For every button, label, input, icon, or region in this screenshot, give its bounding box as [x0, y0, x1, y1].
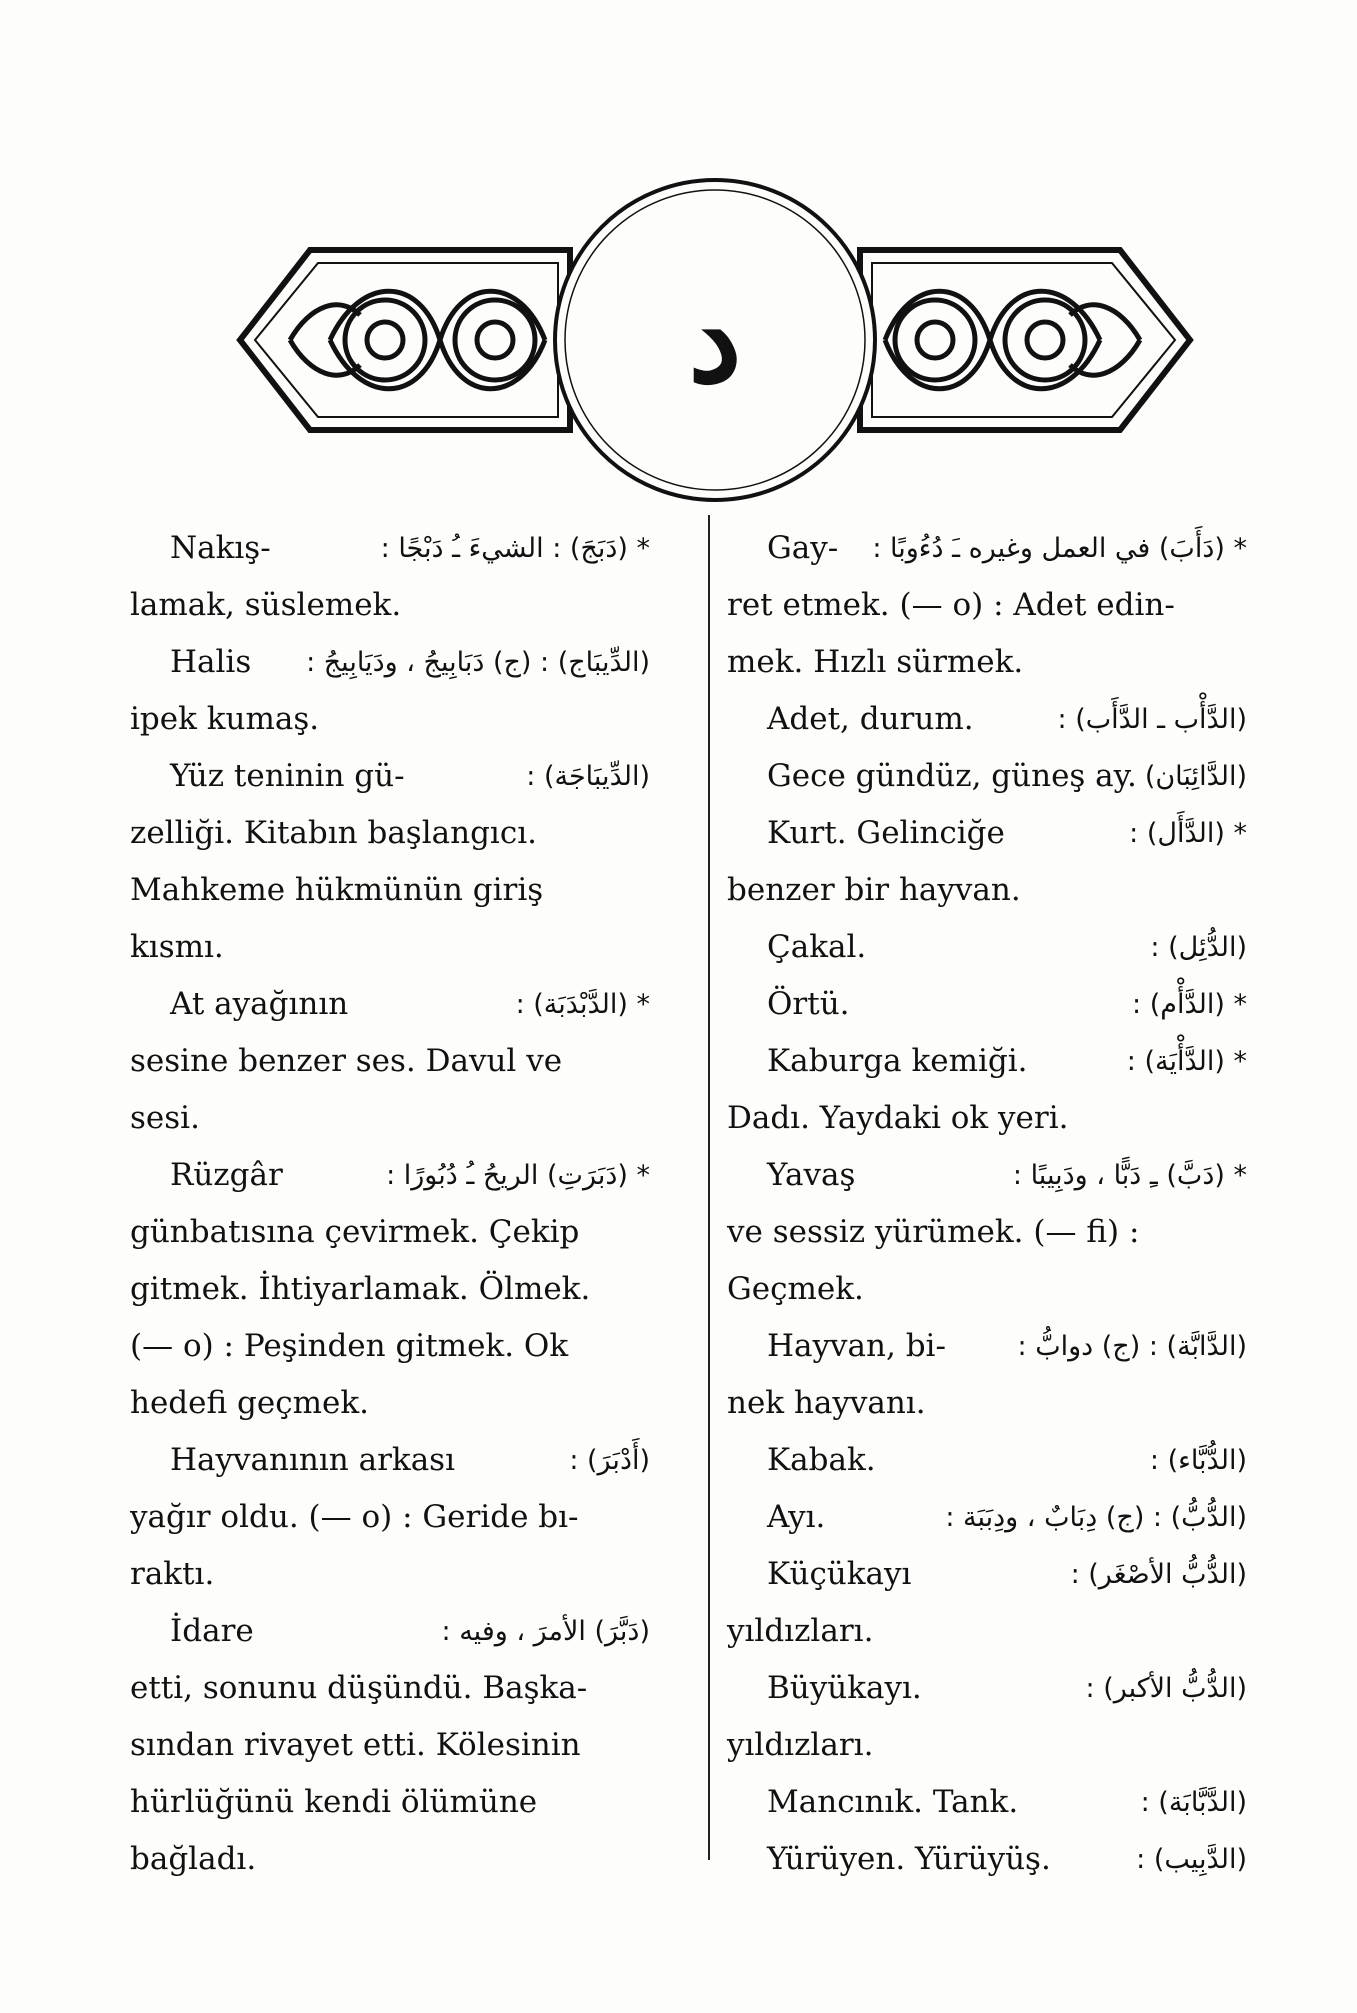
- dictionary-line: [727, 1090, 1247, 1147]
- turkish-text: ipek kumaş.: [130, 701, 320, 737]
- turkish-text: hürlüğünü kendi ölümüne: [130, 1784, 538, 1820]
- dictionary-line: [727, 1261, 1247, 1318]
- turkish-text: bağladı.: [130, 1841, 257, 1877]
- turkish-text: etti, sonunu düşündü. Başka-: [130, 1670, 588, 1706]
- dictionary-line: [130, 1090, 650, 1147]
- turkish-text: gitmek. İhtiyarlamak. Ölmek.: [130, 1271, 591, 1307]
- dictionary-line: [727, 1774, 1247, 1831]
- arabic-headword: * (دَأَبَ) في العمل وغيره ـَ دُءُوبًا :: [872, 533, 1247, 564]
- right-column: [727, 520, 1247, 1888]
- turkish-text: Yüz teninin gü-: [170, 758, 405, 794]
- dictionary-line: [130, 1546, 650, 1603]
- dictionary-line: [727, 1204, 1247, 1261]
- dictionary-line: [727, 1717, 1247, 1774]
- dictionary-line: [727, 1546, 1247, 1603]
- dictionary-line: [727, 577, 1247, 634]
- turkish-text: Kaburga kemiği.: [767, 1043, 1028, 1079]
- turkish-text: yıldızları.: [727, 1727, 874, 1763]
- turkish-text: Kurt. Gelinciğe: [767, 815, 1005, 851]
- turkish-text: nek hayvanı.: [727, 1385, 926, 1421]
- dictionary-line: [727, 520, 1247, 577]
- arabic-headword: * (دَبَجَ) : الشيءَ ـُ دَبْجًا :: [380, 533, 650, 564]
- turkish-text: mek. Hızlı sürmek.: [727, 644, 1024, 680]
- turkish-text: Hayvan, bi-: [767, 1328, 946, 1364]
- dictionary-line: [130, 577, 650, 634]
- arabic-headword: * (دَبَرَتِ) الريحُ ـُ دُبُورًا :: [386, 1160, 650, 1191]
- arabic-headword: (الدَّبِيب) :: [1136, 1844, 1247, 1875]
- dictionary-line: [130, 976, 650, 1033]
- dictionary-line: [727, 1375, 1247, 1432]
- arabic-headword: (الدِّيبَاج) : (ج) دَبَابِيجُ ، ودَيَابِيجُ :: [306, 647, 650, 678]
- turkish-text: benzer bir hayvan.: [727, 872, 1021, 908]
- dictionary-line: [130, 520, 650, 577]
- arabic-headword: (أَدْبَرَ) :: [569, 1445, 650, 1476]
- dictionary-line: [727, 1033, 1247, 1090]
- arabic-headword: * (دَبَّ) ـِ دَبًّا ، ودَبِيبًا :: [1012, 1160, 1247, 1191]
- dictionary-line: [727, 862, 1247, 919]
- dictionary-line: [130, 1204, 650, 1261]
- turkish-text: Gay-: [767, 530, 839, 566]
- arabic-headword: (الدُّبُّ الأصْغَر) :: [1070, 1559, 1247, 1590]
- turkish-text: yağır oldu. (— o) : Geride bı-: [130, 1499, 579, 1535]
- arabic-headword: * (الدَّبْدَبَة) :: [515, 989, 650, 1020]
- turkish-text: Mancınık. Tank.: [767, 1784, 1019, 1820]
- dictionary-line: [130, 1147, 650, 1204]
- dictionary-line: [727, 691, 1247, 748]
- arabic-headword: * (الدَّأْم) :: [1132, 989, 1247, 1020]
- arabic-headword: (الدُّبُّ) : (ج) دِبَابٌ ، ودِبَبَة :: [945, 1502, 1247, 1533]
- left-column: [130, 520, 650, 1888]
- turkish-text: Çakal.: [767, 929, 867, 965]
- arabic-headword: (الدَّأْب ـ الدَّأَب) :: [1057, 704, 1247, 735]
- dictionary-line: [727, 634, 1247, 691]
- dictionary-line: [130, 1774, 650, 1831]
- dictionary-line: [727, 1831, 1247, 1888]
- dictionary-line: [130, 1831, 650, 1888]
- dictionary-line: [727, 1603, 1247, 1660]
- turkish-text: lamak, süslemek.: [130, 587, 402, 623]
- arabic-headword: * (الدَّأَل) :: [1129, 818, 1247, 849]
- section-letter: د: [688, 269, 742, 410]
- dictionary-line: [130, 1033, 650, 1090]
- turkish-text: Küçükayı: [767, 1556, 912, 1592]
- turkish-text: Nakış-: [170, 530, 271, 566]
- dictionary-line: [727, 976, 1247, 1033]
- turkish-text: raktı.: [130, 1556, 215, 1592]
- turkish-text: Yavaş: [767, 1157, 856, 1193]
- turkish-text: hedefi geçmek.: [130, 1385, 369, 1421]
- dictionary-line: [130, 1375, 650, 1432]
- turkish-text: Ayı.: [767, 1499, 826, 1535]
- arabic-headword: (الدَّبَّابَة) :: [1140, 1787, 1247, 1818]
- turkish-text: yıldızları.: [727, 1613, 874, 1649]
- dictionary-line: [727, 1147, 1247, 1204]
- dictionary-line: [130, 1660, 650, 1717]
- turkish-text: Büyükayı.: [767, 1670, 922, 1706]
- turkish-text: kısmı.: [130, 929, 224, 965]
- turkish-text: Kabak.: [767, 1442, 876, 1478]
- arabic-headword: (الدُّبُّ الأكبر) :: [1085, 1673, 1247, 1704]
- arabic-headword: * (الدَّأْيَة) :: [1126, 1046, 1247, 1077]
- dictionary-line: [130, 805, 650, 862]
- turkish-text: ve sessiz yürümek. (— fi) :: [727, 1214, 1140, 1250]
- dictionary-line: [727, 748, 1247, 805]
- turkish-text: sesi.: [130, 1100, 200, 1136]
- dictionary-line: [130, 919, 650, 976]
- column-divider: [708, 515, 710, 1860]
- arabic-headword: (الدُّئِل) :: [1150, 932, 1247, 963]
- dictionary-line: [727, 1489, 1247, 1546]
- dictionary-line: [130, 1489, 650, 1546]
- turkish-text: İdare: [170, 1613, 254, 1649]
- dictionary-line: [130, 748, 650, 805]
- turkish-text: Adet, durum.: [767, 701, 974, 737]
- turkish-text: Halis: [170, 644, 252, 680]
- dictionary-line: [130, 1432, 650, 1489]
- dictionary-line: [727, 1318, 1247, 1375]
- dictionary-line: [727, 919, 1247, 976]
- arabic-headword: (الدَّائِبَان): [1144, 761, 1247, 792]
- dictionary-line: [130, 1603, 650, 1660]
- dictionary-line: [130, 634, 650, 691]
- turkish-text: Geçmek.: [727, 1271, 864, 1307]
- dictionary-line: [727, 805, 1247, 862]
- turkish-text: (— o) : Peşinden gitmek. Ok: [130, 1328, 569, 1364]
- dictionary-line: [130, 1717, 650, 1774]
- turkish-text: sından rivayet etti. Kölesinin: [130, 1727, 581, 1763]
- dictionary-line: [130, 1318, 650, 1375]
- dictionary-line: [727, 1660, 1247, 1717]
- turkish-text: Dadı. Yaydaki ok yeri.: [727, 1100, 1069, 1136]
- turkish-text: At ayağının: [170, 986, 349, 1022]
- turkish-text: ret etmek. (— o) : Adet edin-: [727, 587, 1175, 623]
- turkish-text: sesine benzer ses. Davul ve: [130, 1043, 563, 1079]
- arabic-headword: (دَبَّرَ) الأمرَ ، وفيه :: [441, 1616, 650, 1647]
- turkish-text: zelliği. Kitabın başlangıcı.: [130, 815, 537, 851]
- turkish-text: Gece gündüz, güneş ay.: [767, 758, 1137, 794]
- dictionary-line: [727, 1432, 1247, 1489]
- turkish-text: günbatısına çevirmek. Çekip: [130, 1214, 580, 1250]
- arabic-headword: (الدُّبَّاء) :: [1149, 1445, 1247, 1476]
- turkish-text: Mahkeme hükmünün giriş: [130, 872, 544, 908]
- turkish-text: Örtü.: [767, 986, 850, 1022]
- turkish-text: Rüzgâr: [170, 1157, 283, 1193]
- turkish-text: Hayvanının arkası: [170, 1442, 455, 1478]
- arabic-headword: (الدِّيبَاجَة) :: [526, 761, 650, 792]
- dictionary-line: [130, 1261, 650, 1318]
- dictionary-line: [130, 862, 650, 919]
- dictionary-line: [130, 691, 650, 748]
- arabic-headword: (الدَّابَّة) : (ج) دوابُّ :: [1017, 1331, 1247, 1362]
- turkish-text: Yürüyen. Yürüyüş.: [767, 1841, 1051, 1877]
